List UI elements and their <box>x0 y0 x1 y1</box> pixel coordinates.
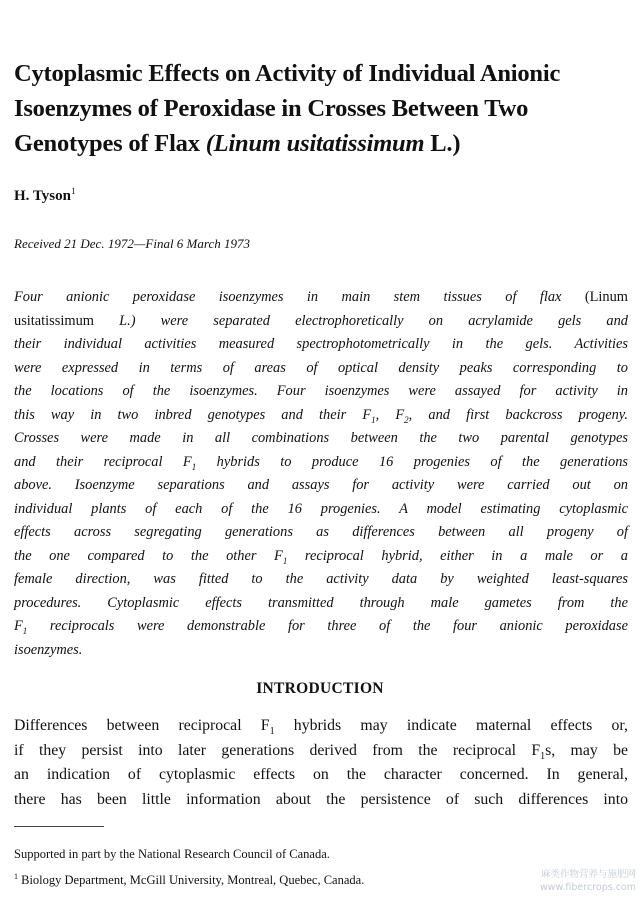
subscript: 1 <box>371 414 376 425</box>
abstract-line-14: procedures. Cytoplasmic effects transmitted through male gametes from the <box>14 594 628 611</box>
abstract-line-16: isoenzymes. <box>14 641 83 658</box>
abstract-line-1 <box>14 286 628 310</box>
subscript: 1 <box>22 625 28 636</box>
abstract-text: Four anionic peroxidase isoenzymes in main stem tissues of flax <box>14 289 585 305</box>
abstract-text: F <box>14 618 23 634</box>
title-line-3 <box>14 126 626 161</box>
intro-line-2 <box>14 739 628 764</box>
intro-line-3: an indication of cytoplasmic effects on the character concerned. In general, <box>14 766 628 783</box>
abstract-line-6 <box>14 404 628 428</box>
subscript: 1 <box>269 726 275 738</box>
intro-line-4: there has been little information about the persistence of such differences into <box>14 790 628 808</box>
footnote-mark: 1 <box>14 871 18 881</box>
author-line <box>14 186 75 206</box>
author-footnote-mark: 1 <box>70 186 76 196</box>
abstract-line-5: the locations of the isoenzymes. Four isoenzymes were assayed for activity in <box>14 383 628 399</box>
abstract-species-upright: (Linum <box>584 289 628 305</box>
received-date: Received 21 Dec. 1972—Final 6 March 1973 <box>14 236 250 251</box>
abstract-line-2 <box>14 310 628 334</box>
title-line-1: Cytoplasmic Effects on Activity of Individual Anionic <box>14 60 561 87</box>
title-line-2: Isoenzymes of Peroxidase in Crosses Between Two <box>14 95 529 122</box>
intro-text: hybrids may indicate maternal effects or, <box>274 717 628 734</box>
abstract-text: , F <box>375 406 405 423</box>
abstract <box>14 286 628 662</box>
subscript: 2 <box>404 414 409 425</box>
abstract-text: , and first backcross progeny. <box>408 406 628 423</box>
abstract-line-4: were expressed in terms of areas of optical density peaks corresponding to <box>14 359 628 376</box>
subscript: 1 <box>191 461 197 472</box>
abstract-line-3: their individual activities measured spectrophotometrically in the gels. Activities <box>14 336 628 352</box>
intro-text: if they persist into later generations derived from the reciprocal F <box>14 741 541 759</box>
intro-text: s, may be <box>545 741 628 759</box>
introduction-body <box>14 714 628 812</box>
abstract-line-11: effects across segregating generations as differences between all progeny of <box>14 524 628 540</box>
site-watermark <box>524 868 636 896</box>
subscript: 1 <box>540 750 546 762</box>
section-heading-introduction: INTRODUCTION <box>256 680 384 697</box>
abstract-text: hybrids to produce 16 progenies of the generations <box>196 453 628 470</box>
abstract-line-12 <box>14 545 628 569</box>
intro-line-1 <box>14 714 628 739</box>
intro-text: Differences between reciprocal F <box>14 717 270 734</box>
title-end: L.) <box>430 130 461 157</box>
abstract-line-13: female direction, was fitted to the activity data by weighted least-squares <box>14 571 628 587</box>
footnote-affiliation: Biology Department, McGill University, Montreal, Quebec, Canada. <box>21 873 365 887</box>
paper-title <box>14 56 626 161</box>
abstract-text: and their reciprocal F <box>14 453 192 470</box>
footnote-support: Supported in part by the National Research Council of Canada. <box>14 847 330 861</box>
subscript: 1 <box>282 555 288 566</box>
title-line-3-text: Genotypes of Flax <box>14 130 200 157</box>
footnote-divider <box>14 826 104 827</box>
abstract-text: reciprocal hybrid, either in a male or a <box>287 547 629 564</box>
watermark-line-1: 麻类作物营养与施肥网 <box>540 869 636 880</box>
abstract-line-8 <box>14 451 628 475</box>
abstract-species-upright: usitatissimum <box>14 312 94 329</box>
author-name: H. Tyson <box>14 188 71 204</box>
abstract-line-15 <box>14 615 628 639</box>
abstract-line-9: above. Isoenzyme separations and assays for activity were carried out on <box>14 477 628 493</box>
abstract-text: L.) were separated electrophoretically on acrylamide gels and <box>93 312 628 329</box>
abstract-line-10: individual plants of each of the 16 progenies. A model estimating cytoplasmic <box>14 500 628 517</box>
watermark-line-2: www.fibercrops.com <box>539 882 636 893</box>
title-species: (Linum usitatissimum <box>205 130 425 157</box>
footnote-affiliation-line <box>14 872 364 889</box>
abstract-text: this way in two inbred genotypes and their F <box>14 406 372 423</box>
abstract-text: reciprocals were demonstrable for three of the four anionic peroxidase <box>27 618 628 634</box>
abstract-line-7: Crosses were made in all combinations between the two parental genotypes <box>14 430 628 446</box>
abstract-text: the one compared to the other F <box>14 547 283 564</box>
